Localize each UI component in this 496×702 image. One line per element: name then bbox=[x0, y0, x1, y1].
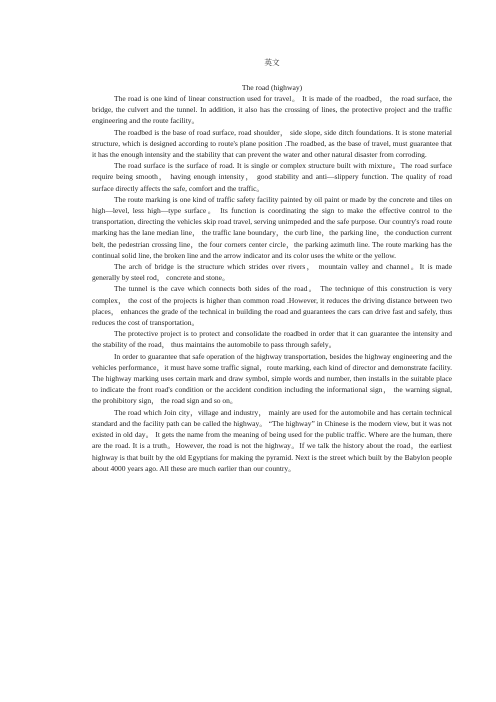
paragraph-1: The road is one kind of linear construction used for travel。 It is made of the roadbed， the road surface, the bridge, the culvert and the tunnel. In addition, it also has the crossing of lines, the protective project and the traffic engineering and the route facility。 bbox=[92, 94, 452, 126]
paragraph-6: The tunnel is the cave which connects both sides of the road。 The technique of this construction is very complex， the cost of the projects is higher than common road .However, it reduces the driving distance between two places， enhances the grade of the technical in building the road and guarantees the cars can drive fast and safely, thus reduces the cost of transportation。 bbox=[92, 284, 452, 328]
paragraph-8: In order to guarantee that safe operation of the highway transportation, besides the highway engineering and the vehicles performance，it must have some traffic signal，route marking, each kind of director and demonstrate facility. The highway marking uses certain mark and draw symbol, simple words and number, then installs in the suitable place to indicate the front road's condition or the accident condition including the informational sign， the warning signal, the prohibitory sign， the road sign and so on。 bbox=[92, 351, 452, 406]
paragraph-5: The arch of bridge is the structure which strides over rivers， mountain valley and channel。It is made generally by steel rod， concrete and stone。 bbox=[92, 262, 452, 283]
article-title: The road (highway) bbox=[241, 83, 303, 92]
paragraph-9: The road which Join city，village and industry， mainly are used for the automobile and has certain technical standard and the facility path can be called the highway。 “The highway” in Chinese is the modern view, but it was not existed in old day。 It gets the name from the meaning of being used for the public traffic. Where are the human, there are the road. It is a truth。However, the road is not the highway。If we talk the history about the road，the earliest highway is that built by the old Egyptians for making the pyramid. Next is the street which built by the Babylon people about 4000 years ago. All these are much earlier than our country。 bbox=[92, 407, 452, 473]
page-header: 英文 bbox=[264, 58, 280, 67]
paragraph-3: The road surface is the surface of road. It is single or complex structure built with mixture。The road surface require being smooth， having enough intensity， good stability and anti—slippery function. The quality of road surface directly affects the safe, comfort and the traffic。 bbox=[92, 161, 452, 193]
paragraph-4: The route marking is one kind of traffic safety facility painted by oil paint or made by the concrete and tiles on high—level, less high—type surface。 Its function is coordinating the sign to make the effective control to the transportation, directing the vehicles skip road travel, serving unimpeded and the safe purpose. Our country's road route marking has the lane median line， the traffic lane boundary，the curb line，the parking line，the conduction current belt, the pedestrian crossing line，the four corners center circle，the parking azimuth line. The route marking has the continual solid line, the broken line and the arrow indicator and its color uses the white or the yellow. bbox=[92, 194, 452, 260]
paragraph-2: The roadbed is the base of road surface, road shoulder， side slope, side ditch foundations. It is stone material structure, which is designed according to route's plane position .The roadbed, as the base of travel, must guarantee that it has the enough intensity and the stability that can prevent the water and other natural disaster from corroding. bbox=[92, 127, 452, 160]
paragraph-7: The protective project is to protect and consolidate the roadbed in order that it can guarantee the intensity and the stability of the road， thus maintains the automobile to pass through safely。 bbox=[92, 329, 452, 350]
